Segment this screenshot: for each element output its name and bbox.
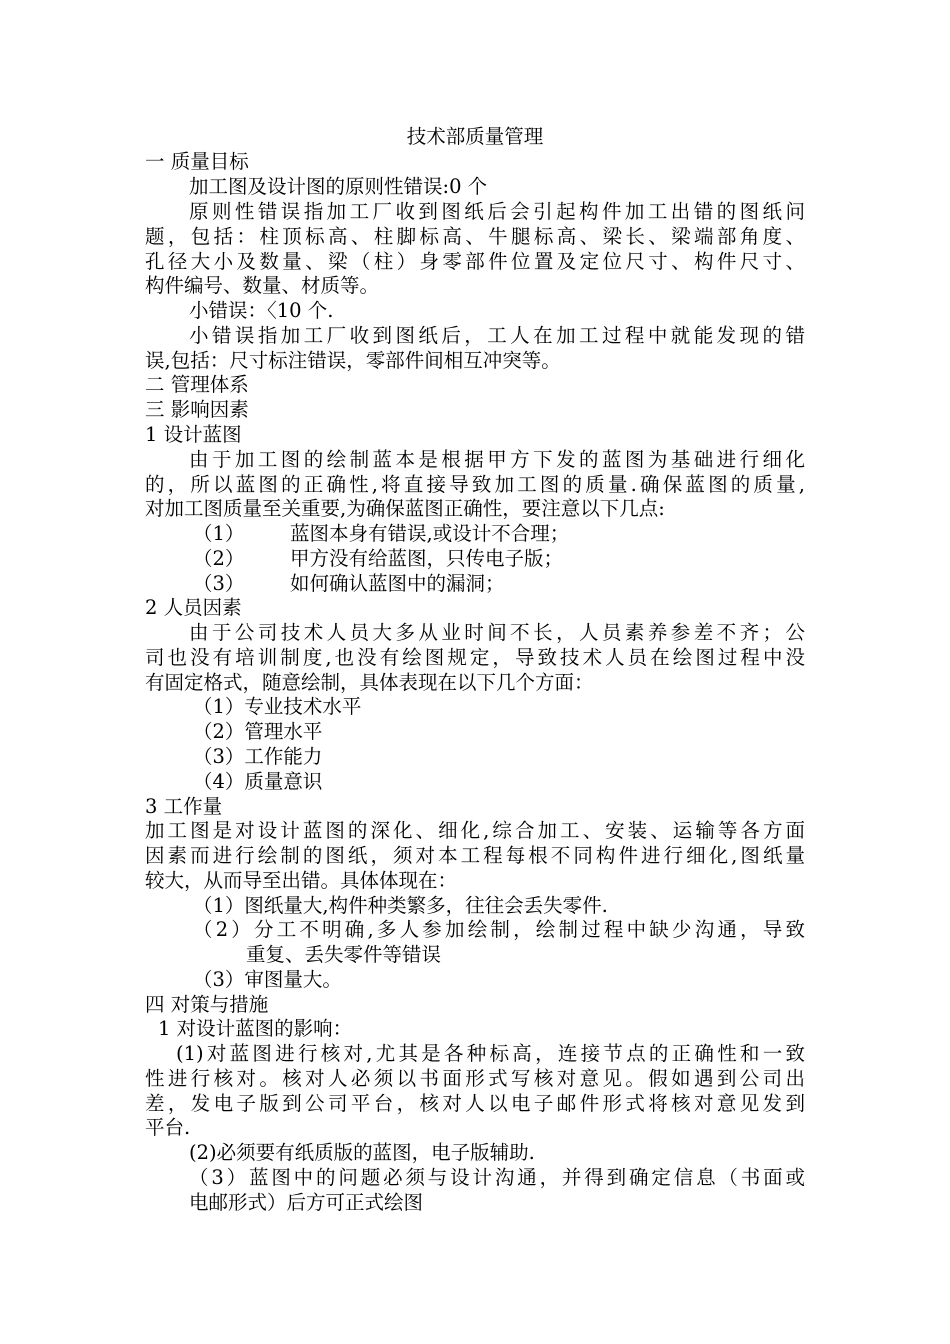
paragraph-line: 小错误：〈10 个.	[189, 299, 334, 322]
list-item: （3）审图量大。	[193, 968, 342, 991]
list-item: （2）管理水平	[193, 720, 323, 743]
list-item: （2）分工不明确,多人参加绘制，绘制过程中缺少沟通，导致	[193, 918, 805, 941]
list-item: （1）图纸量大,构件种类繁多，往往会丢失零件.	[193, 894, 608, 917]
list-item: （1）专业技术水平	[193, 695, 362, 718]
paragraph-line: 差，发电子版到公司平台，核对人以电子邮件形式将核对意见发到	[145, 1092, 805, 1115]
paragraph-line: 由于加工图的绘制蓝本是根据甲方下发的蓝图为基础进行细化	[189, 448, 805, 471]
list-item: （4）质量意识	[193, 770, 323, 793]
paragraph-line: 的，所以蓝图的正确性,将直接导致加工图的质量.确保蓝图的质量,	[145, 473, 805, 496]
paragraph-line: 小错误指加工厂收到图纸后，工人在加工过程中就能发现的错	[189, 324, 805, 347]
section-heading-management-system: 二 管理体系	[145, 373, 249, 396]
paragraph-line: 对加工图质量至关重要,为确保蓝图正确性，要注意以下几点:	[145, 497, 665, 520]
paragraph-line: 原则性错误指加工厂收到图纸后会引起构件加工出错的图纸问	[189, 200, 805, 223]
paragraph-line: （3）蓝图中的问题必须与设计沟通，并得到确定信息（书面或	[189, 1166, 805, 1189]
section-heading-influence-factors: 三 影响因素	[145, 398, 249, 421]
list-item-number: （3）	[193, 572, 245, 595]
paragraph-line: (2)必须要有纸质版的蓝图，电子版辅助.	[189, 1141, 535, 1164]
list-item-text: 甲方没有给蓝图，只传电子版；	[290, 547, 564, 570]
paragraph-line: 电邮形式）后方可正式绘图	[189, 1191, 424, 1214]
subsection-heading-blueprint-impact: 1 对设计蓝图的影响：	[158, 1017, 353, 1040]
paragraph-line: 孔径大小及数量、梁（柱）身零部件位置及定位尺寸、构件尺寸、	[145, 250, 805, 273]
subsection-heading-personnel: 2 人员因素	[145, 596, 242, 619]
paragraph-line: 平台.	[145, 1116, 191, 1139]
paragraph-line: (1)对蓝图进行核对,尤其是各种标高，连接节点的正确性和一致	[176, 1042, 805, 1065]
list-item: （3）工作能力	[193, 745, 323, 768]
section-heading-quality-goals: 一 质量目标	[145, 150, 249, 173]
paragraph-line: 有固定格式，随意绘制，具体表现在以下几个方面：	[145, 671, 594, 694]
paragraph-line: 加工图是对设计蓝图的深化、细化,综合加工、安装、运输等各方面	[145, 819, 805, 842]
paragraph-line: 较大，从而导至出错。具体体现在：	[145, 869, 458, 892]
paragraph-line: 因素而进行绘制的图纸，须对本工程每根不同构件进行细化,图纸量	[145, 844, 805, 867]
list-item-number: （2）	[193, 547, 245, 570]
paragraph-line: 加工图及设计图的原则性错误:0 个	[189, 175, 488, 198]
list-item-text: 蓝图本身有错误,或设计不合理；	[290, 522, 570, 545]
paragraph-line: 误,包括：尺寸标注错误，零部件间相互冲突等。	[145, 349, 561, 372]
document-title: 技术部质量管理	[406, 125, 544, 148]
paragraph-line: 司也没有培训制度,也没有绘图规定，导致技术人员在绘图过程中没	[145, 646, 805, 669]
list-item-text: 如何确认蓝图中的漏洞；	[290, 572, 505, 595]
paragraph-line: 题，包括：柱顶标高、柱脚标高、牛腿标高、梁长、梁端部角度、	[145, 225, 805, 248]
subsection-heading-design-blueprint: 1 设计蓝图	[145, 423, 242, 446]
list-item-continuation: 重复、丢失零件等错误	[246, 943, 442, 966]
subsection-heading-workload: 3 工作量	[145, 795, 223, 818]
section-heading-countermeasures: 四 对策与措施	[145, 993, 269, 1016]
paragraph-line: 性进行核对。核对人必须以书面形式写核对意见。假如遇到公司出	[145, 1067, 805, 1090]
paragraph-line: 构件编号、数量、材质等。	[145, 274, 380, 297]
list-item-number: （1）	[193, 522, 245, 545]
paragraph-line: 由于公司技术人员大多从业时间不长，人员素养参差不齐；公	[189, 621, 805, 644]
